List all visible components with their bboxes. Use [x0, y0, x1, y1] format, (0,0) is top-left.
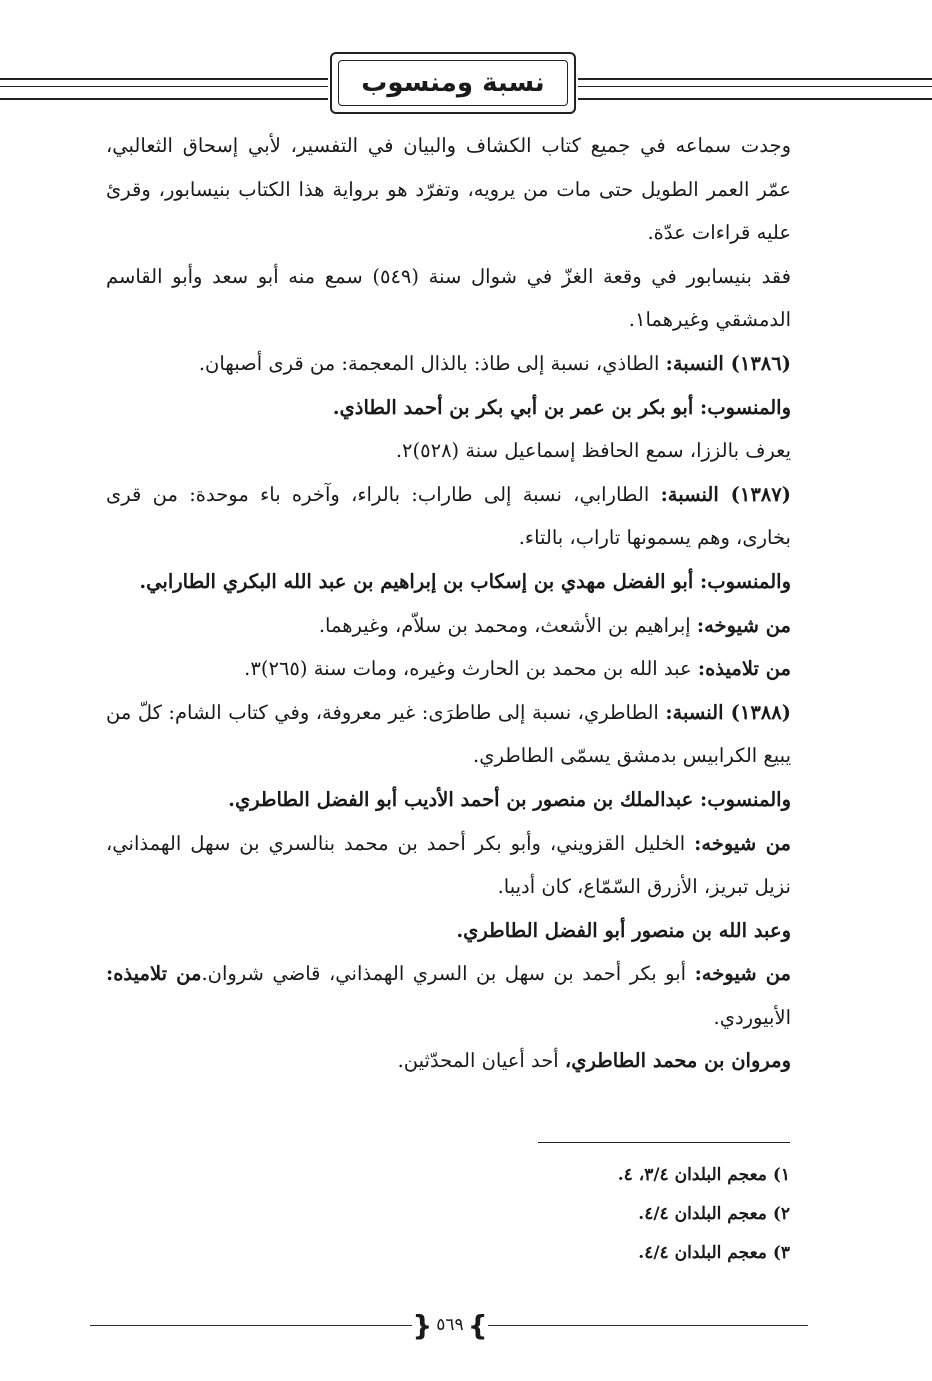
text-run: يعرف بالززا، سمع الحافظ إسماعيل سنة (٥٢٨)٢.	[395, 439, 791, 463]
bold-label: وعبد الله بن منصور أبو الفضل الطاطري.	[456, 918, 791, 942]
text-paragraph	[106, 1039, 791, 1083]
bold-label: ومروان بن محمد الطاطري،	[564, 1049, 791, 1073]
main-text	[106, 124, 791, 1083]
page-number-rule-right	[488, 1325, 808, 1326]
text-paragraph	[106, 560, 791, 604]
text-run: الطارابي، نسبة إلى طاراب: بالراء، وآخره باء موحدة: من قرى بخارى، وهم يسمونها تاراب، بالتاء.	[106, 482, 791, 550]
footnote-item: ٢) معجم البلدان ٤/٤.	[638, 1204, 790, 1224]
text-paragraph	[106, 255, 791, 342]
footnote-separator	[538, 1142, 790, 1143]
bold-label: من تلاميذه:	[106, 962, 202, 986]
running-header-title: نسبة ومنسوب	[361, 68, 545, 98]
text-paragraph	[106, 952, 791, 1039]
header-rule-right	[578, 78, 932, 100]
header-frame	[330, 52, 576, 114]
bold-label: من شيوخه:	[696, 613, 791, 637]
text-run: وجدت سماعه في جميع كتاب الكشاف والبيان في التفسير، لأبي إسحاق الثعالبي، عمّر العمر الطويل حتى مات من يرويه، وتفرّد هو برواية هذا الكتاب بنيسابور، وقرئ عليه قراءات عدّة.	[106, 134, 791, 245]
text-run: أبو بكر أحمد بن سهل بن السري الهمذاني، قاضي شروان.	[201, 962, 695, 986]
bold-label: والمنسوب: عبدالملك بن منصور بن أحمد الأديب أبو الفضل الطاطري.	[228, 787, 791, 811]
page-number-frame	[412, 1308, 488, 1342]
bold-label: من تلاميذه:	[697, 657, 791, 681]
text-run: فقد بنيسابور في وقعة الغزّ في شوال سنة (٥٤٩) سمع منه أبو سعد وأبو القاسم الدمشقي وغيرهما١.	[106, 264, 791, 332]
footnote-item: ٣) معجم البلدان ٤/٤.	[638, 1243, 790, 1263]
text-paragraph	[106, 909, 791, 953]
text-paragraph	[106, 778, 791, 822]
text-run: أحد أعيان المحدّثين.	[397, 1049, 565, 1073]
text-paragraph	[106, 691, 791, 778]
bold-label: والمنسوب: أبو بكر بن عمر بن أبي بكر بن أحمد الطاذي.	[332, 395, 791, 419]
footnote-item: ١) معجم البلدان ٣/٤، ٤.	[617, 1165, 790, 1185]
text-paragraph	[106, 604, 791, 648]
footnotes	[300, 1156, 790, 1273]
text-paragraph	[106, 822, 791, 909]
header-rule-left	[0, 78, 328, 100]
brace-ornament: }	[467, 1308, 488, 1342]
text-paragraph	[106, 473, 791, 560]
page-number-rule-left	[90, 1325, 412, 1326]
text-run: الأبيوردي.	[713, 1005, 791, 1029]
text-paragraph	[106, 647, 791, 691]
text-run: عبد الله بن محمد بن الحارث وغيره، ومات سنة (٢٦٥)٣.	[244, 657, 698, 681]
text-run: إبراهيم بن الأشعث، ومحمد بن سلاّم، وغيرهما.	[318, 613, 697, 637]
text-paragraph	[106, 429, 791, 473]
text-run: الطاذي، نسبة إلى طاذ: بالذال المعجمة: من قرى أصبهان.	[198, 351, 666, 375]
page-number: ٥٦٩	[436, 1315, 464, 1335]
bold-label: (١٣٨٨) النسبة:	[665, 700, 791, 724]
bold-label: من شيوخه:	[694, 962, 791, 986]
text-paragraph	[106, 386, 791, 430]
bold-label: (١٣٨٧) النسبة:	[660, 482, 791, 506]
bold-label: من شيوخه:	[694, 831, 791, 855]
text-paragraph	[106, 342, 791, 386]
bold-label: (١٣٨٦) النسبة:	[665, 351, 791, 375]
text-run: الخليل القزويني، وأبو بكر أحمد بن محمد بنالسري بن سهل الهمذاني، نزيل تبريز، الأزرق السّمّاع، كان أديبا.	[106, 831, 791, 899]
text-run: الطاطري، نسبة إلى طاطرَى: غير معروفة، وفي كتاب الشام: كلّ من يبيع الكرابيس بدمشق يسمّى الطاطري.	[106, 700, 791, 768]
bold-label: والمنسوب: أبو الفضل مهدي بن إسكاب بن إبراهيم بن عبد الله البكري الطارابي.	[139, 569, 791, 593]
brace-ornament: {	[412, 1308, 433, 1342]
text-paragraph	[106, 124, 791, 255]
